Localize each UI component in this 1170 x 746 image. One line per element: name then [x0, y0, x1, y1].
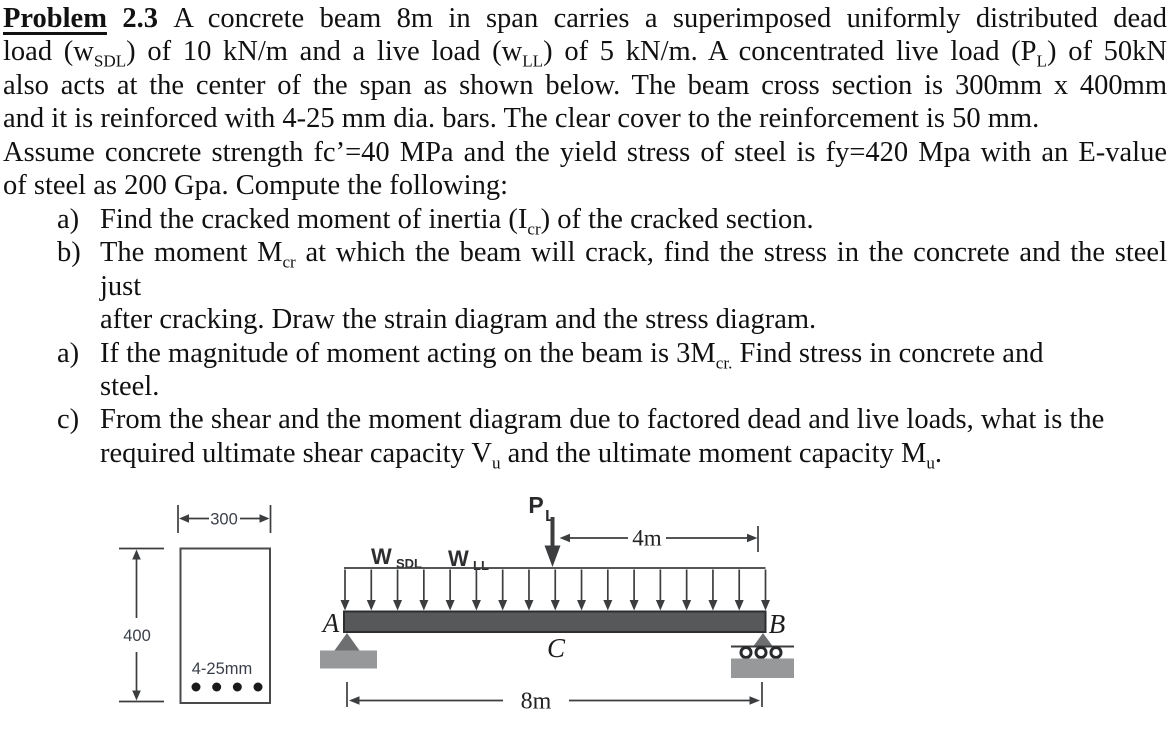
arrow-down-icon: [524, 600, 533, 611]
text-line: [100, 303, 1167, 336]
arrow-down-icon: [682, 600, 691, 611]
text-run: at which the beam will crack, find the stress in the concrete and the steel just: [100, 237, 1167, 302]
cross-section: [119, 505, 271, 703]
text-line: [100, 370, 1167, 403]
arrow-down-icon: [472, 600, 481, 611]
item-marker: a): [57, 337, 80, 369]
problem-paragraph: [3, 2, 1167, 203]
right-support-label: B: [768, 609, 786, 639]
rebar-dot: [212, 683, 221, 692]
height-dim-label: 400: [123, 627, 151, 645]
text-run: A concrete beam 8m in span carries a superimposed uniformly distributed dead: [173, 3, 1167, 34]
arrow-down-icon: [603, 600, 612, 611]
udl-label-sdl-sub: SDL: [396, 556, 422, 571]
arrow-down-icon: [656, 600, 665, 611]
text-line: [100, 236, 1167, 303]
point-load-sub: L: [545, 508, 555, 525]
text-line: [3, 169, 1167, 202]
text-run: and the ultimate moment capacity M: [500, 437, 927, 469]
arrow-left-icon: [179, 514, 189, 523]
arrow-down-icon: [446, 600, 455, 611]
arrow-left-icon: [349, 696, 360, 704]
left-support-label: A: [322, 608, 340, 638]
question-item: [3, 236, 1167, 336]
subscript-text: L: [1036, 52, 1047, 72]
item-text: [100, 236, 1167, 336]
text-line: [3, 69, 1167, 102]
question-list: [3, 203, 1167, 471]
arrow-down-icon: [708, 600, 717, 611]
udl-label-sdl: W: [371, 544, 392, 569]
text-line: [100, 203, 1167, 239]
arrow-down-icon: [393, 600, 402, 611]
arrow-right-icon: [750, 696, 761, 704]
text-run: ) of the cracked section.: [540, 203, 814, 235]
text-run: 2.3: [106, 3, 174, 34]
udl-arrows: [341, 570, 771, 611]
beam-bar: [344, 612, 766, 633]
subscript-text: cr.: [715, 353, 733, 373]
text-run: of steel as 200 Gpa. Compute the following:: [3, 170, 508, 202]
item-marker: b): [57, 237, 81, 269]
item-marker: c): [57, 404, 80, 436]
text-run: .: [934, 437, 942, 469]
point-load-label: P: [528, 492, 544, 518]
rebar-dot: [254, 683, 263, 692]
arrow-down-icon: [577, 600, 586, 611]
text-run: Find the cracked moment of inertia (I: [100, 203, 528, 235]
text-run: Find stress in concrete and: [732, 337, 1044, 369]
arrow-down-icon: [630, 600, 639, 611]
udl-label-ll: W: [448, 546, 469, 571]
arrow-down-icon: [341, 600, 350, 611]
text-line: [100, 403, 1167, 436]
text-run: Assume concrete strength fc’=40 MPa and the yield stress of steel is fy=420 Mpa with an E-value: [3, 136, 1167, 168]
rebar-dot: [233, 683, 242, 692]
text-run: steel.: [100, 370, 160, 402]
text-run: and it is reinforced with 4-25 mm dia. bars. The clear cover to the reinforcement is 50 mm.: [3, 103, 1040, 135]
arrow-down-icon: [551, 600, 560, 611]
span-dim-label: 8m: [520, 688, 552, 715]
arrow-down-icon: [367, 600, 376, 611]
arrow-down-icon: [419, 600, 428, 611]
text-line: [100, 337, 1167, 373]
width-dim-label: 300: [210, 510, 238, 529]
item-text: [100, 203, 1167, 239]
udl-label-ll-sub: LL: [473, 558, 489, 573]
arrow-right-icon: [747, 534, 758, 542]
arrow-down-icon: [498, 600, 507, 611]
pin-support-icon: [320, 633, 377, 669]
subscript-text: SDL: [93, 52, 127, 72]
text-line: [3, 2, 1167, 35]
subscript-text: u: [491, 453, 501, 473]
arrow-down-icon: [735, 600, 744, 611]
arrow-down-icon: [545, 546, 561, 568]
text-line: [3, 35, 1167, 72]
text-line: [3, 102, 1167, 135]
text-run: ) of 50kN: [1046, 36, 1167, 68]
text-run: ) of 10 kN/m and a live load (w: [126, 36, 523, 68]
text-run: also acts at the center of the span as shown below. The beam cross section is 300mm x 400mm: [3, 69, 1167, 101]
arrow-down-icon: [132, 691, 141, 701]
text-run: If the magnitude of moment acting on the beam is 3M: [100, 337, 716, 369]
subscript-text: LL: [522, 52, 544, 72]
section-outline: [181, 549, 271, 704]
arrow-left-icon: [560, 534, 571, 542]
text-run: From the shear and the moment diagram due to factored dead and live loads, what is the: [100, 404, 1105, 436]
rebar-label: 4-25mm: [191, 660, 253, 678]
text-run: The moment M: [100, 237, 283, 269]
half-span-dim-label: 4m: [632, 525, 662, 551]
text-run: required ultimate shear capacity V: [100, 437, 492, 469]
beam-elevation: [320, 492, 794, 715]
subscript-text: cr: [282, 252, 296, 272]
roller-support-icon: [731, 633, 794, 678]
text-run: load (w: [3, 36, 94, 68]
question-item: [3, 203, 1167, 239]
subscript-text: cr: [527, 219, 541, 239]
rebar-dot: [192, 683, 201, 692]
question-item: [3, 337, 1167, 404]
text-run: after cracking. Draw the strain diagram and the stress diagram.: [100, 304, 817, 336]
subscript-text: u: [926, 453, 935, 473]
item-text: [100, 337, 1167, 404]
arrow-right-icon: [260, 514, 270, 523]
text-run: Problem: [3, 3, 107, 34]
problem-statement: [3, 2, 1167, 473]
text-run: ) of 5 kN/m. A concentrated live load (P: [543, 36, 1037, 68]
item-marker: a): [57, 203, 80, 235]
beam-figure: [0, 460, 1170, 746]
midspan-label: C: [546, 633, 566, 663]
text-line: [3, 136, 1167, 169]
